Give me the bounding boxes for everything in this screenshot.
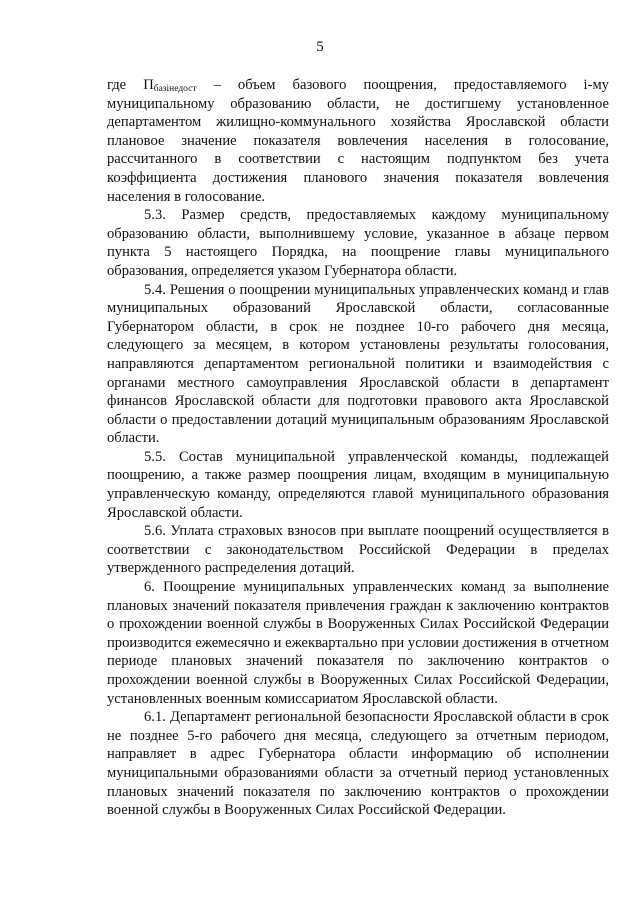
paragraph-6: 6. Поощрение муниципальных управленческих команд за выполнение плановых значений показателя привлечения граждан к заключению контрактов о прохождении военной службы в Вооруженных Силах Российской Федерации производится ежемесячно и ежеквартально при условии достижения в отчетном периоде плановых значений показателя по заключению контрактов о прохождении военной службы в Вооруженных Силах Российской Федерации, установленных военным комиссариатом Ярославской области. bbox=[107, 579, 609, 707]
document-body bbox=[107, 76, 609, 820]
formula-symbol: где П bbox=[107, 77, 154, 93]
paragraph-formula-definition bbox=[107, 76, 609, 206]
paragraph-5-6: 5.6. Уплата страховых взносов при выплате поощрений осуществляется в соответствии с законодательством Российской Федерации в пределах утвержденного распределения дотаций. bbox=[107, 523, 609, 577]
formula-subscript: базінедост bbox=[153, 84, 197, 94]
paragraph-5-3: 5.3. Размер средств, предоставляемых каждому муниципальному образованию области, выполнившему условие, указанное в абзаце первом пункта 5 настоящего Порядка, на поощрение главы муниципального образования, определяется указом Губернатора области. bbox=[107, 207, 609, 279]
paragraph-5-4: 5.4. Решения о поощрении муниципальных управленческих команд и глав муниципальных образований Ярославской области, согласованные Губернатором области, в срок не позднее 10-го рабочего дня месяца, следующего за месяцем, в котором установлены результаты голосования, направляются департаментом региональной политики и взаимодействия с органами местного самоуправления Ярославской области в департамент финансов Ярославской области для подготовки правового акта Ярославской области о предоставлении дотаций муниципальным образованиям Ярославской области. bbox=[107, 281, 609, 447]
paragraph-6-1: 6.1. Департамент региональной безопасности Ярославской области в срок не позднее 5-го рабочего дня месяца, следующего за отчетным периодом, направляет в адрес Губернатора области информацию об исполнении муниципальными образованиями области за отчетный период установленных плановых значений показателя по заключению контрактов о прохождении военной службы в Вооруженных Силах Российской Федерации. bbox=[107, 709, 609, 819]
paragraph-5-5: 5.5. Состав муниципальной управленческой команды, подлежащей поощрению, а также размер поощрения лицам, входящим в муниципальную управленческую команду, определяются главой муниципального образования Ярославской области. bbox=[107, 448, 609, 521]
formula-definition-text: – объем базового поощрения, предоставляемого і-му муниципальному образованию области, не достигшему установленное департаментом жилищно-коммунального хозяйства Ярославской области плановое значение показателя вовлечения населения в голосование, рассчитанного в соответствии с настоящим подпунктом без учета коэффициента достижения планового значения показателя вовлечения населения в голосование. bbox=[107, 77, 609, 205]
page-number: 5 bbox=[316, 39, 324, 55]
